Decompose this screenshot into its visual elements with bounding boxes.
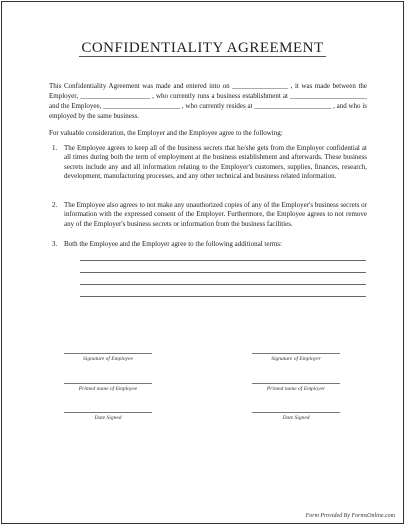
additional-terms-line[interactable] (80, 272, 366, 273)
employee-signature-line[interactable] (64, 353, 152, 354)
document-title: CONFIDENTIALITY AGREEMENT (81, 40, 324, 56)
additional-terms-line[interactable] (80, 284, 366, 285)
additional-terms-line[interactable] (80, 296, 366, 297)
clause-1 (52, 144, 367, 182)
document-page (1, 1, 404, 524)
employee-date-line[interactable] (64, 412, 152, 413)
clause-text: The Employee agrees to keep all of the business secrets that he/she gets from the Employer confidential at all times during both the term of employment at the business establishment and afterwards. These business secrets include any and all information relating to the Employer's customers, supplies, finances, research, development, manufacturing processes, and any other technical and business related information. (64, 144, 367, 181)
employer-date-line[interactable] (252, 412, 340, 413)
employee-date-label: Date Signed (94, 415, 122, 421)
employer-signature-label: Signature of Employer (271, 356, 321, 362)
clause-number: 2. (52, 201, 58, 209)
clause-text: Both the Employee and the Employer agree to the following additional terms: (64, 240, 282, 248)
employee-printed-name-label: Printed name of Employee (78, 386, 138, 392)
clause-text: The Employee also agrees to not make any unauthorized copies of any of the Employer's business secrets or information with the expressed consent of the Employer. Furthermore, the Employee agrees to not remove any of the Employer's business secrets or information from the business facilities. (64, 201, 367, 228)
employee-printed-name-line[interactable] (64, 383, 152, 384)
additional-terms-line[interactable] (80, 260, 366, 261)
consideration-paragraph: For valuable consideration, the Employer and the Employee agree to the following: (49, 129, 283, 137)
clause-number: 3. (52, 240, 58, 248)
clause-number: 1. (52, 144, 58, 152)
clause-3 (52, 240, 367, 249)
employer-date-label: Date Signed (282, 415, 310, 421)
employer-printed-name-label: Printed name of Employer (266, 386, 326, 392)
form-footer: Form Provided By FormsOnline.com (305, 513, 395, 519)
employer-signature-line[interactable] (252, 353, 340, 354)
employee-signature-label: Signature of Employee (83, 356, 133, 362)
employer-printed-name-line[interactable] (252, 383, 340, 384)
intro-paragraph: This Confidentiality Agreement was made and entered into on ________________ , it was made between the Employer, ____________________ , who currently runs a business establishment at ______________________ and the Employee, ______________________ , who currently resides at ______________________ , and who is employed by the same business. (49, 82, 367, 120)
clause-2 (52, 201, 367, 229)
